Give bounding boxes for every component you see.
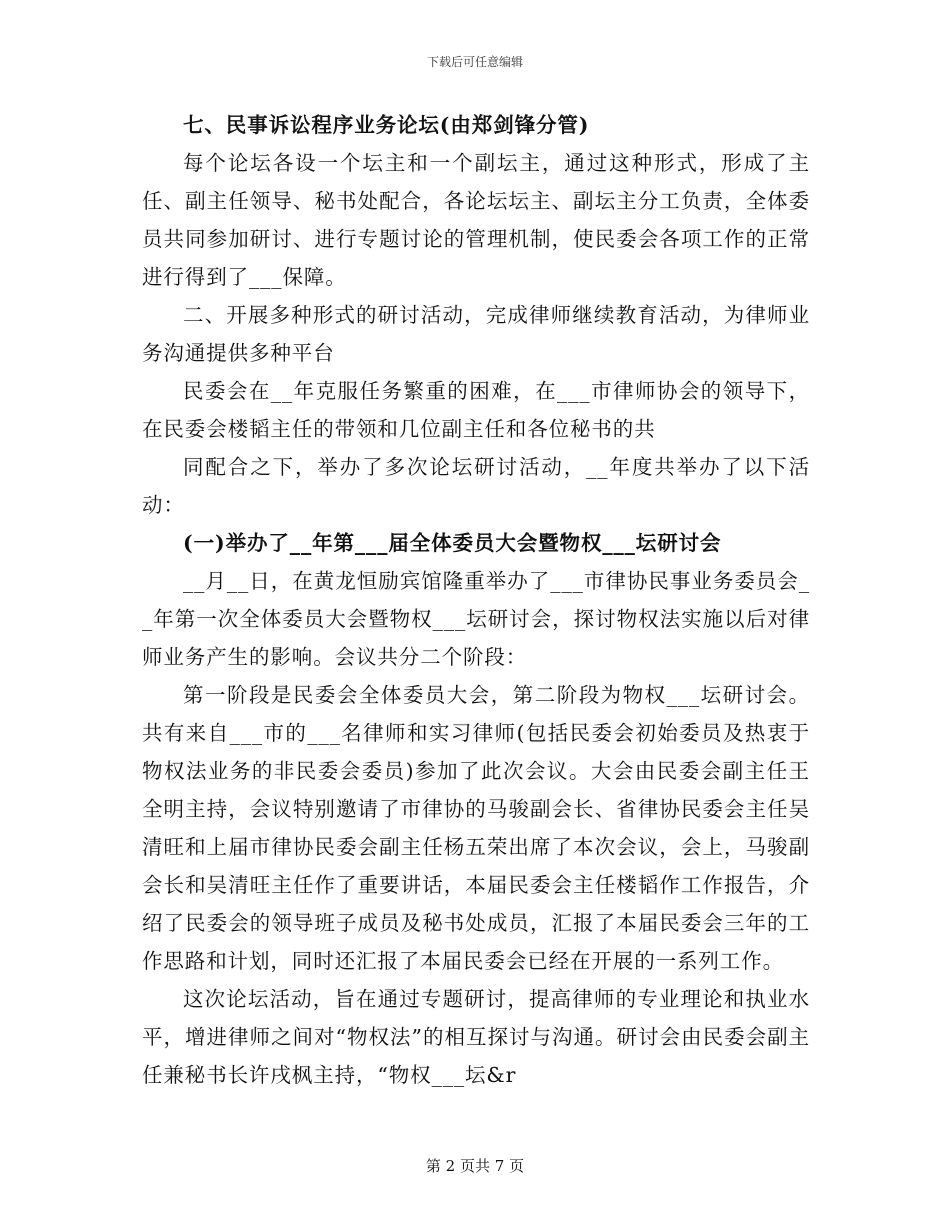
page-header: 下载后可任意编辑 [426,55,523,69]
document-body [142,106,810,1094]
subsection-heading-one: (一)举办了__年第___届全体委员大会暨物权___坛研讨会 [183,531,722,555]
paragraph-meeting-stages: 第一阶段是民委会全体委员大会，第二阶段为物权___坛研讨会。共有来自___市的___名律师和实习律师(包括民委会初始委员及热衷于物权法业务的非民委会委员)参加了此次会议。大会由民委会副主任王全明主持，会议特别邀请了市律协的马骏副会长、省律协民委会主任吴清旺和上届市律协民委会副主任杨五荣出席了本次会议，会上，马骏副会长和吴清旺主任作了重要讲话，本届民委会主任楼韬作工作报告，介绍了民委会的领导班子成员及秘书处成员，汇报了本届民委会三年的工作思路和计划，同时还汇报了本届民委会已经在开展的一系列工作。 [142,683,810,973]
section-heading-two: 二、开展多种形式的研讨活动，完成律师继续教育活动，为律师业务沟通提供多种平台 [142,303,810,365]
section-heading-seven: 七、民事诉讼程序业务论坛(由郑剑锋分管) [183,113,590,137]
page-number-footer: 第 2 页共 7 页 [425,1157,525,1175]
paragraph-meeting-date: __月__日，在黄龙恒励宾馆隆重举办了___市律协民事业务委员会__年第一次全体委员大会暨物权___坛研讨会，探讨物权法实施以后对律师业务产生的影响。会议共分二个阶段： [142,569,810,669]
paragraph-activities-intro: 同配合之下，举办了多次论坛研讨活动，__年度共举办了以下活动： [142,455,810,517]
paragraph-forum-purpose: 这次论坛活动，旨在通过专题研讨，提高律师的专业理论和执业水平，增进律师之间对“物权法”的相互探讨与沟通。研讨会由民委会副主任兼秘书长许戌枫主持，“物权___坛&r [142,987,810,1087]
paragraph-forum-structure: 每个论坛各设一个坛主和一个副坛主，通过这种形式，形成了主任、副主任领导、秘书处配合，各论坛坛主、副坛主分工负责，全体委员共同参加研讨、进行专题讨论的管理机制，使民委会各项工作的正常进行得到了___保障。 [142,151,810,289]
paragraph-committee-intro: 民委会在__年克服任务繁重的困难，在___市律师协会的领导下，在民委会楼韬主任的带领和几位副主任和各位秘书的共 [142,379,810,441]
